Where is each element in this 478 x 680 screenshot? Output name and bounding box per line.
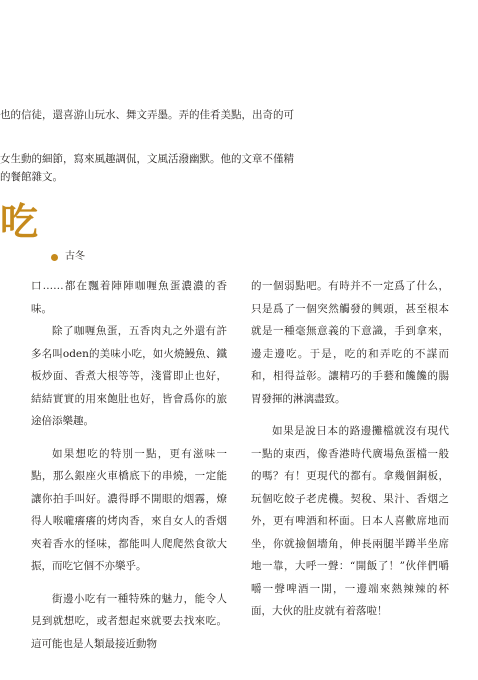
paragraph: 除了咖喱魚蛋，五香肉丸之外還有許多名叫oden的美味小吃，如火燒鰻魚、鐵板炒面、香煮大根等等，淺嘗即止也好，結結實實的用來飽肚也好，皆會爲你的旅途倍添樂趣。 bbox=[31, 325, 227, 427]
paragraph: 如果是說日本的路邊攤檔就沒有現代一點的東西，像香港時代廣場魚蛋檔一般的嗎？有！更現代的都有。拿幾個銅板，玩個吃餃子老虎機。契稅、果汁、香烟之外，更有啤酒和杯面。日本人喜歡席地而坐，你就撿個墻角，伸長兩腿半蹲半坐席地一靠，大呼一聲：“開飯了！”伙伴們嚼嚼一聲啤酒一開，一邊端來熱辣辣的杯面，大伙的肚皮就有着落啦！ bbox=[251, 425, 449, 617]
intro-line: 女生動的細節，寫來風趣調侃，文風活潑幽默。他的文章不僅精 bbox=[0, 153, 294, 165]
paragraph: 街邊小吃有一種特殊的魅力，能令人見到就想吃，或者想起來就要去找來吃。這可能也是人類最接近動物 bbox=[31, 592, 227, 650]
intro-line: 的餐館雜文。 bbox=[0, 171, 63, 183]
paragraph: 的一個弱點吧。有時并不一定爲了什么，只是爲了一個突然觸發的興頭，甚至根本就是一種毫無意義的下意識，手到拿來，邊走邊吃。于是，吃的和弄吃的不謀而和，相得益彰。讓精巧的手藝和饞饞的腸胃發揮的淋漓盡致。 bbox=[251, 280, 449, 405]
paragraph: 口……都在飄着陣陣咖喱魚蛋濃濃的香味。 bbox=[31, 280, 227, 315]
author-name: 古冬 bbox=[65, 251, 85, 262]
article-column-right bbox=[251, 275, 449, 623]
article-column-left bbox=[31, 275, 227, 655]
bullet-dot-icon bbox=[51, 254, 58, 261]
intro-line: 也的信徒，還喜游山玩水、舞文弄墨。弄的佳肴美點，出奇的可 bbox=[0, 109, 294, 121]
article-title: 吃 bbox=[0, 199, 39, 244]
intro-paragraph-2 bbox=[0, 150, 478, 186]
intro-paragraph-1 bbox=[0, 106, 478, 124]
paragraph: 如果想吃的特別一點，更有滋味一點，那么銀座火車橋底下的串燒，一定能讓你拍手叫好。濃得睜不開眼的烟霧，燎得人喉嚨癢癢的烤肉香，來自女人的香烟夾着香水的怪味，都能叫人爬爬然食欲大振，而吃它個不亦樂乎。 bbox=[31, 447, 227, 572]
author-byline bbox=[51, 250, 85, 264]
